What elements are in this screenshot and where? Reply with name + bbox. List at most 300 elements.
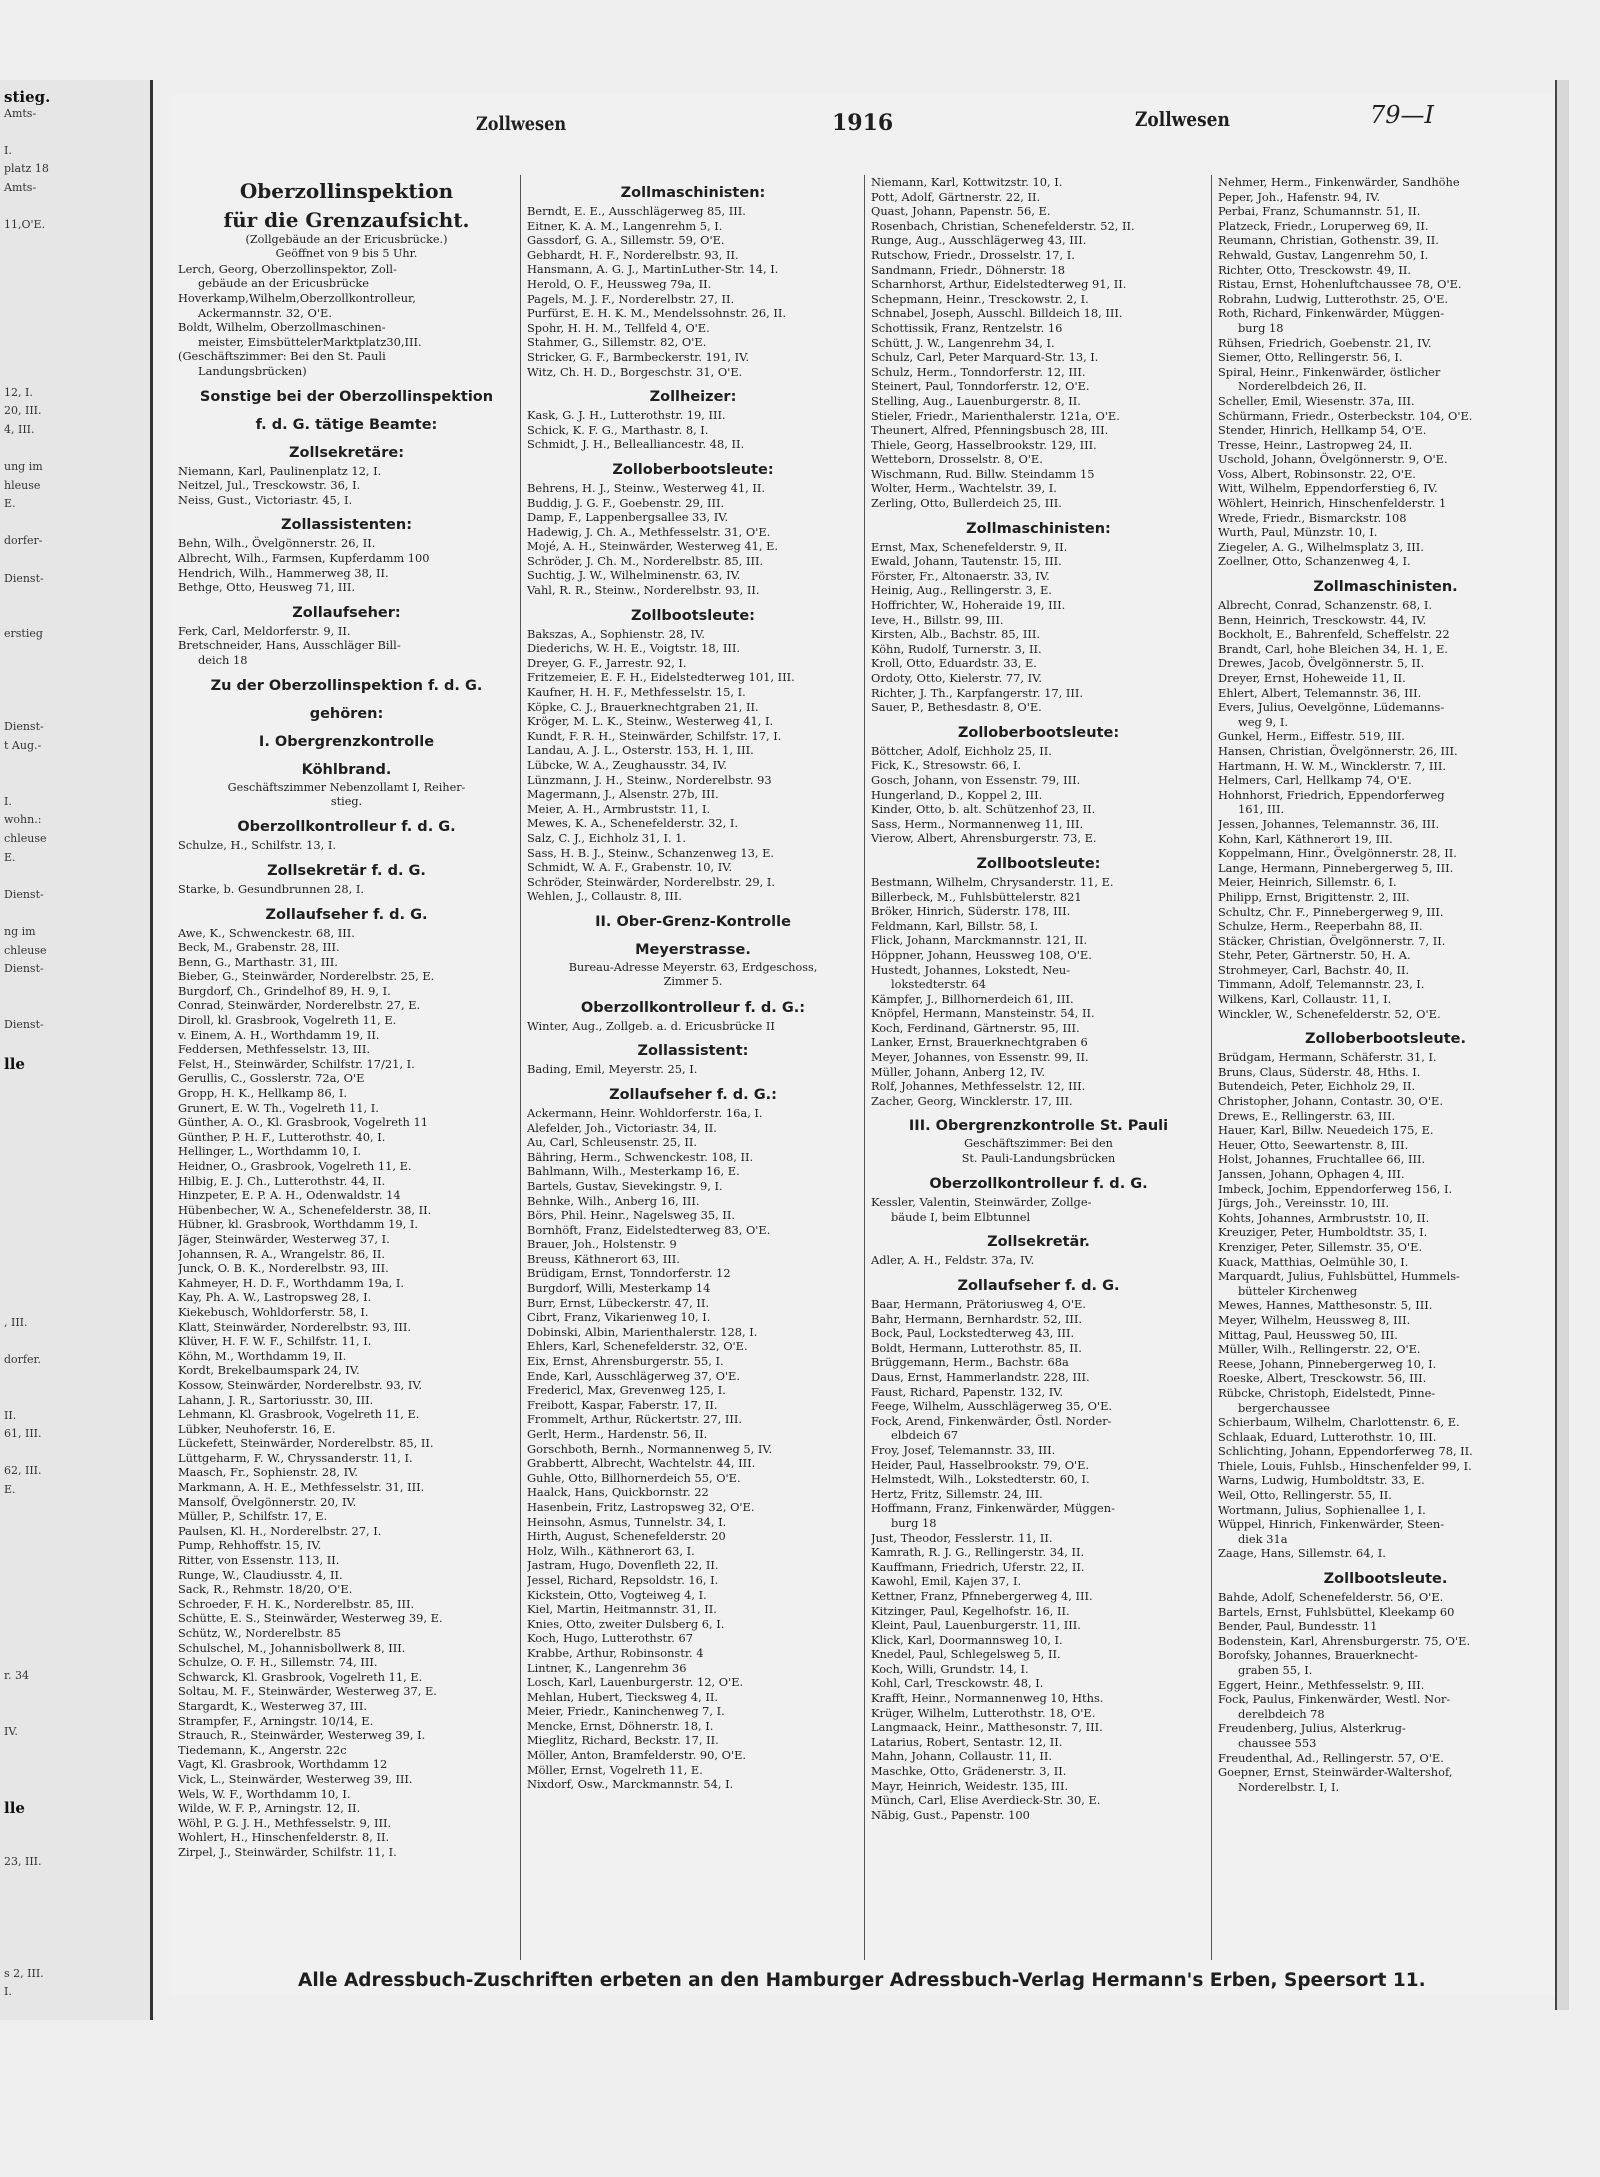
directory-entry: Gebhardt, H. F., Norderelbstr. 93, II. <box>527 247 739 262</box>
directory-entry: Jürgs, Joh., Vereinsstr. 10, III. <box>1218 1196 1389 1211</box>
directory-entry: Sauer, P., Bethesdastr. 8, O'E. <box>871 700 1042 715</box>
directory-entry: Sandmann, Friedr., Döhnerstr. 18 <box>871 262 1066 277</box>
directory-entry: Goepner, Ernst, Steinwärder-Waltershof, <box>1218 1765 1453 1780</box>
directory-entry: Schottissik, Franz, Rentzelstr. 16 <box>871 320 1063 335</box>
entry-continuation: diek 31a <box>1238 1531 1288 1546</box>
section-heading: f. d. G. tätige Beamte: <box>255 416 438 433</box>
left-page-fragment: Amts- <box>4 181 37 194</box>
directory-entry: Warns, Ludwig, Humboldtstr. 33, E. <box>1218 1473 1425 1488</box>
directory-entry: Kask, G. J. H., Lutterothstr. 19, III. <box>527 408 726 423</box>
directory-entry: Bock, Paul, Lockstedterweg 43, III. <box>871 1326 1075 1341</box>
directory-entry: Philipp, Ernst, Brigittenstr. 2, III. <box>1218 889 1410 904</box>
directory-entry: Steinert, Paul, Tonndorferstr. 12, O'E. <box>871 379 1090 394</box>
directory-entry: Hauer, Karl, Billw. Neuedeich 175, E. <box>1218 1123 1434 1138</box>
directory-entry: Schulschel, M., Johannisbollwerk 8, III. <box>178 1640 406 1655</box>
left-page-fragment: ng im <box>4 925 36 938</box>
column-divider <box>864 175 865 1960</box>
directory-entry: Kitzinger, Paul, Kegelhofstr. 16, II. <box>871 1603 1070 1618</box>
left-page-fragment: t Aug.- <box>4 739 42 752</box>
directory-entry: Salz, C. J., Eichholz 31, I. 1. <box>527 830 687 845</box>
directory-entry: Alefelder, Joh., Victoriastr. 34, II. <box>527 1120 717 1135</box>
section-note: stieg. <box>330 794 363 808</box>
directory-entry: Hasenbein, Fritz, Lastropsweg 32, O'E. <box>527 1499 755 1514</box>
directory-entry: Rühsen, Friedrich, Goebenstr. 21, IV. <box>1218 335 1432 350</box>
directory-entry: Freudenberg, Julius, Alsterkrug- <box>1218 1721 1406 1736</box>
directory-entry: Hoverkamp,Wilhelm,Oberzollkontrolleur, <box>178 291 416 305</box>
directory-entry: Damp, F., Lappenbergsallee 33, IV. <box>527 510 729 525</box>
directory-entry: Rehwald, Gustav, Langenrehm 50, I. <box>1218 247 1429 262</box>
left-page-fragment: Dienst- <box>4 1018 44 1031</box>
directory-entry: Kamrath, R. J. G., Rellingerstr. 34, II. <box>871 1545 1085 1560</box>
directory-entry: Dreyer, G. F., Jarrestr. 92, I. <box>527 655 687 670</box>
directory-entry: Bornhöft, Franz, Eidelstedterweg 83, O'E. <box>527 1222 771 1237</box>
directory-entry: Hinzpeter, E. P. A. H., Odenwaldstr. 14 <box>178 1188 401 1203</box>
directory-entry: Hendrich, Wilh., Hammerweg 38, II. <box>178 565 389 580</box>
directory-entry: Ehlert, Albert, Telemannstr. 36, III. <box>1218 685 1422 700</box>
directory-entry: Brauer, Joh., Holstenstr. 9 <box>527 1237 677 1252</box>
directory-entry: Butendeich, Peter, Eichholz 29, II. <box>1218 1079 1416 1094</box>
directory-entry: Witz, Ch. H. D., Borgeschstr. 31, O'E. <box>527 364 743 379</box>
directory-entry: Schierbaum, Wilhelm, Charlottenstr. 6, E. <box>1218 1415 1460 1430</box>
directory-entry: Helmers, Carl, Hellkamp 74, O'E. <box>1218 773 1412 788</box>
section-note: St. Pauli-Landungsbrücken <box>961 1151 1116 1165</box>
entry-continuation: bergerchaussee <box>1238 1400 1330 1415</box>
directory-entry: Weil, Otto, Rellingerstr. 55, II. <box>1218 1488 1392 1503</box>
directory-entry: Evers, Julius, Oevelgönne, Lüdemanns- <box>1218 700 1445 715</box>
directory-entry: Rosenbach, Christian, Schenefelderstr. 52, II. <box>871 218 1135 233</box>
directory-entry: Stelling, Aug., Lauenburgerstr. 8, II. <box>871 393 1081 408</box>
section-heading: Köhlbrand. <box>301 761 392 778</box>
directory-entry: Jessel, Richard, Repsoldstr. 16, I. <box>527 1572 719 1587</box>
directory-entry: Faust, Richard, Papenstr. 132, IV. <box>871 1384 1064 1399</box>
directory-entry: Wurth, Paul, Münzstr. 10, I. <box>1218 525 1378 540</box>
section-heading: Zollmaschinisten: <box>620 185 766 201</box>
directory-entry: Winter, Aug., Zollgeb. a. d. Ericusbrücke II <box>527 1018 775 1033</box>
directory-entry: Nābig, Gust., Papenstr. 100 <box>871 1807 1030 1822</box>
directory-entry: Ordoty, Otto, Kielerstr. 77, IV. <box>871 671 1042 685</box>
directory-entry: Froy, Josef, Telemannstr. 33, III. <box>871 1442 1056 1457</box>
directory-entry: Suchtig, J. W., Wilhelminenstr. 63, IV. <box>527 568 741 583</box>
entry-continuation: gebäude an der Ericusbrücke <box>198 276 370 291</box>
left-page-fragment: 4, III. <box>4 422 35 436</box>
directory-entry: Vierow, Albert, Ahrensburgerstr. 73, E. <box>871 831 1097 846</box>
directory-entry: Awe, K., Schwenckestr. 68, III. <box>178 925 355 940</box>
directory-entry: Quast, Johann, Papenstr. 56, E. <box>871 204 1051 219</box>
directory-entry: Soltau, M. F., Steinwärder, Westerweg 37, E. <box>178 1684 437 1699</box>
directory-entry: Kleint, Paul, Lauenburgerstr. 11, III. <box>871 1618 1081 1633</box>
left-page-edge <box>0 80 153 2020</box>
directory-entry: Holz, Wilh., Käthnerort 63, I. <box>527 1543 695 1558</box>
directory-entry: Gerlt, Herm., Hardenstr. 56, II. <box>527 1427 708 1441</box>
directory-entry: Roeske, Albert, Tresckowstr. 56, III. <box>1218 1371 1427 1386</box>
directory-entry: Börs, Phil. Heinr., Nagelsweg 35, II. <box>527 1208 736 1223</box>
directory-entry: Kickstein, Otto, Vogteiweg 4, I. <box>527 1587 707 1602</box>
entry-continuation: burg 18 <box>891 1515 937 1530</box>
directory-entry: Gorschboth, Bernh., Normannenweg 5, IV. <box>527 1441 773 1456</box>
directory-entry: Niemann, Karl, Kottwitzstr. 10, I. <box>871 175 1063 189</box>
section-heading: Zu der Oberzollinspektion f. d. G. <box>210 677 483 694</box>
entry-continuation: Norderelbdeich 26, II. <box>1238 379 1367 394</box>
left-page-fragment: I. <box>4 794 12 808</box>
section-note: (Zollgebäude an der Ericusbrücke.) <box>245 233 448 246</box>
directory-entry: Thiele, Georg, Hasselbrookstr. 129, III. <box>871 437 1097 452</box>
directory-entry: Müller, Wilh., Rellingerstr. 22, O'E. <box>1218 1342 1421 1357</box>
directory-entry: Gunkel, Herm., Eiffestr. 519, III. <box>1218 729 1405 744</box>
directory-entry: Behn, Wilh., Övelgönnerstr. 26, II. <box>178 536 376 551</box>
header-right-title: Zollwesen <box>1135 107 1230 131</box>
entry-continuation: 161, III. <box>1238 802 1285 817</box>
directory-entry: Dobinski, Albin, Marienthalerstr. 128, I. <box>527 1324 758 1339</box>
directory-entry: Rutschow, Friedr., Drosselstr. 17, I. <box>871 247 1075 262</box>
section-heading: Zolloberbootsleute. <box>1304 1031 1466 1048</box>
directory-entry: Fock, Paulus, Finkenwärder, Westl. Nor- <box>1218 1692 1451 1707</box>
left-page-fragment: lle <box>4 1055 25 1074</box>
directory-entry: Benn, G., Marthastr. 31, III. <box>178 954 338 969</box>
section-heading: gehören: <box>309 705 384 722</box>
directory-entry: Just, Theodor, Fesslerstr. 11, II. <box>871 1530 1053 1545</box>
directory-entry: Hohnhorst, Friedrich, Eppendorferweg <box>1218 787 1445 802</box>
directory-entry: Stieler, Friedr., Marienthalerstr. 121a, O'E. <box>871 408 1120 423</box>
directory-entry: Schwarck, Kl. Grasbrook, Vogelreth 11, E. <box>178 1669 423 1684</box>
directory-entry: Wilde, W. F. P., Arningstr. 12, II. <box>178 1801 361 1816</box>
entry-continuation: Norderelbstr. I, I. <box>1238 1779 1340 1794</box>
directory-entry: Boldt, Wilhelm, Oberzollmaschinen- <box>178 320 386 335</box>
directory-entry: Holst, Johannes, Fruchtallee 66, III. <box>1218 1152 1426 1167</box>
section-heading: Zollheizer: <box>649 389 737 406</box>
directory-entry: Knies, Otto, zweiter Dulsberg 6, I. <box>527 1616 725 1631</box>
section-heading: Zollmaschinisten: <box>966 520 1111 537</box>
directory-entry: Kettner, Franz, Pfnnebergerweg 4, III. <box>871 1588 1093 1603</box>
directory-entry: Bröker, Hinrich, Süderstr. 178, III. <box>871 904 1071 919</box>
left-page-fragment: , III. <box>4 1315 28 1329</box>
directory-entry: Hungerland, D., Koppel 2, III. <box>871 787 1043 802</box>
directory-entry: Bakszas, A., Sophienstr. 28, IV. <box>527 626 705 641</box>
directory-entry: Heinig, Aug., Rellingerstr. 3, E. <box>871 583 1052 598</box>
section-heading: II. Ober-Grenz-Kontrolle <box>595 913 791 930</box>
directory-entry: Herold, O. F., Heussweg 79a, II. <box>527 276 712 291</box>
directory-entry: Meier, Heinrich, Sillemstr. 6, I. <box>1218 875 1397 890</box>
directory-entry: Krabbe, Arthur, Robinsonstr. 4 <box>527 1645 704 1660</box>
left-page-fragment: 61, III. <box>4 1427 42 1441</box>
directory-entry: Markmann, A. H. E., Methfesselstr. 31, III. <box>178 1480 425 1495</box>
entry-continuation: meister, EimsbüttelerMarktplatz30,III. <box>198 334 422 349</box>
directory-entry: Kahmeyer, H. D. F., Worthdamm 19a, I. <box>178 1275 405 1290</box>
directory-entry: Sass, Herm., Normannenweg 11, III. <box>871 816 1084 831</box>
header-left-title: Zollwesen <box>476 113 567 135</box>
directory-entry: Jessen, Johannes, Telemannstr. 36, III. <box>1218 816 1440 831</box>
section-heading: Zollaufseher f. d. G.: <box>609 1086 777 1103</box>
directory-entry: Kröger, M. L. K., Steinw., Westerweg 41, I. <box>527 714 774 729</box>
directory-entry: Ferk, Carl, Meldorferstr. 9, II. <box>178 623 351 638</box>
section-heading: Zollmaschinisten. <box>1313 579 1458 596</box>
directory-entry: Gosch, Johann, von Essenstr. 79, III. <box>871 772 1081 787</box>
section-heading: Oberzollkontrolleur f. d. G. <box>237 819 456 836</box>
left-page-fragment: Dienst- <box>4 962 44 976</box>
directory-entry: Wetteborn, Drosselstr. 8, O'E. <box>871 452 1043 467</box>
directory-entry: Kessler, Valentin, Steinwärder, Zollge- <box>871 1195 1092 1210</box>
directory-entry: Kawohl, Emil, Kajen 37, I. <box>871 1574 1022 1589</box>
header-year: 1916 <box>832 110 894 136</box>
directory-entry: Möller, Anton, Bramfelderstr. 90, O'E. <box>527 1748 747 1763</box>
section-heading: Zollaufseher f. d. G. <box>957 1278 1120 1295</box>
directory-entry: Stender, Hinrich, Hellkamp 54, O'E. <box>1218 423 1427 438</box>
directory-entry: Perbai, Franz, Schumannstr. 51, II. <box>1218 204 1421 219</box>
directory-entry: Fritzemeier, E. F. H., Eidelstedterweg 101, III. <box>527 670 795 685</box>
directory-entry: Schepmann, Heinr., Tresckowstr. 2, I. <box>871 291 1089 306</box>
section-note: Geschäftszimmer: Bei den <box>964 1137 1113 1151</box>
directory-entry: Imbeck, Jochim, Eppendorferweg 156, I. <box>1218 1181 1453 1196</box>
directory-entry: Burgdorf, Ch., Grindelhof 89, H. 9, I. <box>178 983 391 998</box>
left-page-fragment: hleuse <box>4 478 41 492</box>
directory-entry: Marquardt, Julius, Fuhlsbüttel, Hummels- <box>1218 1269 1460 1284</box>
directory-entry: Ehlers, Karl, Schenefelderstr. 32, O'E. <box>527 1339 748 1354</box>
directory-entry: Hansmann, A. G. J., MartinLuther-Str. 14, I. <box>527 262 779 277</box>
directory-entry: Maasch, Fr., Sophienstr. 28, IV. <box>178 1465 358 1480</box>
directory-entry: Ackermann, Heinr. Wohldorferstr. 16a, I. <box>527 1105 763 1120</box>
directory-entry: Hartmann, H. W. M., Wincklerstr. 7, III. <box>1218 758 1446 773</box>
directory-entry: Beck, M., Grabenstr. 28, III. <box>178 940 340 955</box>
directory-entry: Landau, A. J. L., Osterstr. 153, H. 1, III. <box>527 743 754 758</box>
directory-entry: Feddersen, Methfesselstr. 13, III. <box>178 1042 371 1057</box>
column-3 <box>871 175 1206 1960</box>
left-page-fragment: Dienst- <box>4 571 44 585</box>
directory-entry: Pagels, M. J. F., Norderelbstr. 27, II. <box>527 291 735 306</box>
directory-entry: Cibrt, Franz, Vikarienweg 10, I. <box>527 1310 711 1325</box>
directory-entry: Platzeck, Friedr., Loruperweg 69, II. <box>1218 218 1429 233</box>
directory-entry: Böttcher, Adolf, Eichholz 25, II. <box>871 743 1052 758</box>
directory-entry: Strampfer, F., Arningstr. 10/14, E. <box>178 1713 374 1728</box>
section-heading: Zollassistent: <box>637 1043 749 1060</box>
directory-entry: Schulz, Herm., Tonndorferstr. 12, III. <box>871 364 1086 379</box>
directory-entry: Heidner, O., Grasbrook, Vogelreth 11, E. <box>178 1159 412 1173</box>
section-title: für die Grenzaufsicht. <box>223 208 470 232</box>
directory-entry: Guhle, Otto, Billhornerdeich 55, O'E. <box>527 1470 741 1485</box>
directory-entry: Kohn, Karl, Käthnerort 19, III. <box>1218 831 1393 846</box>
directory-entry: Helmstedt, Wilh., Lokstedterstr. 60, I. <box>871 1472 1090 1487</box>
directory-page <box>170 95 1555 1995</box>
directory-entry: Lintner, K., Langenrehm 36 <box>527 1660 687 1675</box>
directory-entry: Billerbeck, M., Fuhlsbüttelerstr. 821 <box>871 889 1082 904</box>
directory-entry: Adler, A. H., Feldstr. 37a, IV. <box>871 1253 1035 1268</box>
directory-entry: Diederichs, W. H. E., Voigtstr. 18, III. <box>527 641 741 656</box>
left-page-fragment: platz 18 <box>4 162 49 176</box>
directory-entry: Langmaack, Heinr., Matthesonstr. 7, III. <box>871 1720 1103 1735</box>
directory-entry: Brandt, Carl, hohe Bleichen 34, H. 1, E. <box>1218 641 1448 656</box>
directory-entry: Lerch, Georg, Oberzollinspektor, Zoll- <box>178 261 397 276</box>
directory-entry: Wels, W. F., Worthdamm 10, I. <box>178 1786 351 1801</box>
directory-entry: Ziegeler, A. G., Wilhelmsplatz 3, III. <box>1218 539 1424 554</box>
entry-continuation: burg 18 <box>1238 320 1284 335</box>
directory-entry: Hertz, Fritz, Sillemstr. 24, III. <box>871 1486 1043 1501</box>
directory-entry: Spohr, H. H. M., Tellfeld 4, O'E. <box>527 320 710 335</box>
directory-entry: Drews, E., Rellingerstr. 63, III. <box>1218 1108 1396 1123</box>
directory-entry: Peper, Joh., Hafenstr. 94, IV. <box>1218 189 1380 204</box>
directory-entry: Ritter, von Essenstr. 113, II. <box>178 1553 340 1568</box>
directory-entry: Grunert, E. W. Th., Vogelreth 11, I. <box>178 1100 379 1115</box>
directory-entry: Stricker, G. F., Barmbeckerstr. 191, IV. <box>527 349 749 364</box>
column-divider <box>520 175 521 1960</box>
entry-continuation: derelbdeich 78 <box>1238 1706 1325 1721</box>
directory-entry: Köhn, Rudolf, Turnerstr. 3, II. <box>871 641 1042 656</box>
directory-entry: Koch, Hugo, Lutterothstr. 67 <box>527 1631 694 1646</box>
directory-entry: Mewes, Hannes, Matthesonstr. 5, III. <box>1218 1298 1433 1313</box>
directory-entry: Möller, Ernst, Vogelreth 11, E. <box>527 1762 703 1777</box>
directory-entry: Bahlmann, Wilh., Mesterkamp 16, E. <box>527 1164 740 1179</box>
directory-entry: Kämpfer, J., Billhornerdeich 61, III. <box>871 991 1074 1006</box>
directory-entry: Conrad, Steinwärder, Norderelbstr. 27, E. <box>178 998 421 1013</box>
directory-entry: Sack, R., Rehmstr. 18/20, O'E. <box>178 1582 353 1597</box>
directory-entry: Niemann, Karl, Paulinenplatz 12, I. <box>178 463 382 478</box>
directory-entry: Meyer, Wilhelm, Heussweg 8, III. <box>1218 1312 1411 1327</box>
directory-entry: Vahl, R. R., Steinw., Norderelbstr. 93, II. <box>527 583 760 598</box>
directory-entry: Burgdorf, Willi, Mesterkamp 14 <box>527 1281 711 1296</box>
directory-entry: Kohl, Carl, Tresckowstr. 48, I. <box>871 1676 1044 1691</box>
directory-entry: Frommelt, Arthur, Rückertstr. 27, III. <box>527 1412 743 1427</box>
directory-entry: Losch, Karl, Lauenburgerstr. 12, O'E. <box>527 1675 744 1690</box>
directory-entry: Bading, Emil, Meyerstr. 25, I. <box>527 1062 698 1077</box>
directory-entry: Fredericl, Max, Grevenweg 125, I. <box>527 1383 726 1398</box>
directory-entry: Kirsten, Alb., Bachstr. 85, III. <box>871 627 1040 642</box>
directory-entry: Borofsky, Johannes, Brauerknecht- <box>1218 1648 1418 1663</box>
directory-entry: Kreuziger, Peter, Humboldtstr. 35, I. <box>1218 1225 1428 1240</box>
directory-entry: Wrede, Friedr., Bismarckstr. 108 <box>1218 510 1407 525</box>
left-page-fragment: Amts- <box>4 106 37 120</box>
directory-entry: Lüttgeharm, F. W., Chryssanderstr. 11, I. <box>178 1450 413 1465</box>
left-page-fragment: wohn.: <box>4 813 42 827</box>
directory-entry: Tiedemann, K., Angerstr. 22c <box>178 1742 347 1757</box>
section-note: Geöffnet von 9 bis 5 Uhr. <box>275 247 418 261</box>
directory-entry: Förster, Fr., Altonaerstr. 33, IV. <box>871 568 1050 583</box>
directory-entry: Theunert, Alfred, Pfenningsbusch 28, III. <box>871 423 1109 438</box>
directory-entry: Gropp, H. K., Hellkamp 86, I. <box>178 1086 347 1101</box>
directory-entry: Schultz, Chr. F., Pinnebergerweg 9, III. <box>1218 904 1444 919</box>
directory-entry: Klatt, Steinwärder, Norderelbstr. 93, III. <box>178 1319 412 1334</box>
directory-entry: Hansen, Christian, Övelgönnerstr. 26, III. <box>1218 743 1458 758</box>
directory-entry: Günther, A. O., Kl. Grasbrook, Vogelreth 11 <box>178 1115 428 1130</box>
left-page-fragment: ung im <box>4 460 43 473</box>
directory-entry: Sass, H. B. J., Steinw., Schanzenweg 13, E. <box>527 845 775 860</box>
section-heading: Meyerstrasse. <box>635 941 751 958</box>
directory-entry: Magermann, J., Alsenstr. 27b, III. <box>527 787 719 802</box>
directory-entry: Heider, Paul, Hasselbrookstr. 79, O'E. <box>871 1457 1090 1472</box>
left-page-fragment: erstieg <box>4 627 43 641</box>
directory-entry: Koppelmann, Hinr., Övelgönnerstr. 28, II. <box>1218 846 1457 861</box>
directory-entry: Roth, Richard, Finkenwärder, Müggen- <box>1218 306 1445 321</box>
directory-entry: Bethge, Otto, Heusweg 71, III. <box>178 580 356 595</box>
directory-entry: Wolter, Herm., Wachtelstr. 39, I. <box>871 481 1057 496</box>
directory-entry: Paulsen, Kl. H., Norderelbstr. 27, I. <box>178 1523 382 1538</box>
directory-entry: Boldt, Hermann, Lutterothstr. 85, II. <box>871 1340 1082 1355</box>
left-page-fragment: 62, III. <box>4 1464 42 1478</box>
directory-entry: Reumann, Christian, Gothenstr. 39, II. <box>1218 233 1439 248</box>
left-page-fragment: 23, III. <box>4 1855 42 1868</box>
directory-entry: Lünzmann, J. H., Steinw., Norderelbstr. 93 <box>527 772 772 787</box>
directory-entry: Schütt, J. W., Langenrehm 34, I. <box>871 335 1055 350</box>
directory-entry: Schütz, W., Norderelbstr. 85 <box>178 1626 342 1640</box>
directory-entry: Feldmann, Karl, Billstr. 58, I. <box>871 918 1039 933</box>
directory-entry: Lehmann, Kl. Grasbrook, Vogelreth 11, E. <box>178 1407 420 1422</box>
directory-entry: Kiekebusch, Wohldorferstr. 58, I. <box>178 1304 369 1319</box>
directory-entry: Hilbig, E. J. Ch., Lutterothstr. 44, II. <box>178 1173 386 1188</box>
section-heading: Oberzollkontrolleur f. d. G. <box>929 1176 1148 1193</box>
directory-entry: Hadewig, J. Ch. A., Methfesselstr. 31, O'E. <box>527 524 771 539</box>
directory-entry: Fick, K., Stresowstr. 66, I. <box>871 758 1022 773</box>
directory-entry: Au, Carl, Schleusenstr. 25, II. <box>527 1135 698 1150</box>
directory-entry: Stargardt, K., Westerweg 37, III. <box>178 1698 368 1713</box>
directory-entry: Uschold, Johann, Övelgönnerstr. 9, O'E. <box>1218 452 1448 467</box>
directory-entry: Diroll, kl. Grasbrook, Vogelreth 11, E. <box>178 1013 397 1028</box>
directory-entry: Pump, Rehhoffstr. 15, IV. <box>178 1538 322 1553</box>
directory-entry: Junck, O. B. K., Norderelbstr. 93, III. <box>178 1261 389 1276</box>
directory-entry: Jäger, Steinwärder, Westerweg 37, I. <box>178 1231 390 1246</box>
directory-entry: Zirpel, J., Steinwärder, Schilfstr. 11, I. <box>178 1844 397 1859</box>
directory-entry: Brüggemann, Herm., Bachstr. 68a <box>871 1355 1069 1370</box>
directory-entry: Zerling, Otto, Bullerdeich 25, III. <box>871 496 1062 511</box>
directory-entry: Spiral, Heinr., Finkenwärder, östlicher <box>1218 364 1441 379</box>
directory-entry: Kay, Ph. A. W., Lastropsweg 28, I. <box>178 1290 372 1305</box>
section-heading: I. Obergrenzkontrolle <box>258 733 435 750</box>
directory-entry: Klüver, H. F. W. F., Schilfstr. 11, I. <box>178 1334 372 1349</box>
directory-entry: Hellinger, L., Worthdamm 10, I. <box>178 1144 362 1159</box>
directory-entry: Strohmeyer, Carl, Bachstr. 40, II. <box>1218 962 1410 977</box>
directory-entry: Krüger, Wilhelm, Lutterothstr. 18, O'E. <box>871 1705 1096 1720</box>
directory-entry: Rübcke, Christoph, Eidelstedt, Pinne- <box>1218 1385 1436 1400</box>
section-heading: III. Obergrenzkontrolle St. Pauli <box>908 1118 1169 1135</box>
directory-entry: Günther, P. H. F., Lutterothstr. 40, I. <box>178 1129 386 1144</box>
directory-entry: Wortmann, Julius, Sophienallee 1, I. <box>1218 1502 1426 1517</box>
column-1 <box>178 175 515 1960</box>
directory-entry: Schulz, Carl, Peter Marquard-Str. 13, I. <box>871 350 1099 365</box>
directory-entry: Bestmann, Wilhelm, Chrysanderstr. 11, E. <box>871 874 1114 889</box>
directory-entry: Wöhl, P. G. J. H., Methfesselstr. 9, III. <box>178 1815 392 1830</box>
directory-entry: Schmidt, J. H., Bellealliancestr. 48, II. <box>527 437 745 452</box>
directory-entry: Münch, Carl, Elise Averdieck-Str. 30, E. <box>871 1793 1101 1808</box>
directory-entry: Ende, Karl, Ausschlägerweg 37, O'E. <box>527 1368 740 1383</box>
directory-entry: Lückefett, Steinwärder, Norderelbstr. 85, II. <box>178 1436 434 1451</box>
directory-entry: Lübker, Neuhoferstr. 16, E. <box>178 1421 336 1436</box>
directory-entry: Schick, K. F. G., Marthastr. 8, I. <box>527 422 709 437</box>
directory-entry: Bähring, Herm., Schwenckestr. 108, II. <box>527 1149 754 1164</box>
directory-entry: Winckler, W., Schenefelderstr. 52, O'E. <box>1218 1006 1441 1021</box>
left-page-fragment: s 2, III. <box>4 1966 44 1980</box>
section-heading: Zollsekretäre: <box>288 444 404 461</box>
directory-entry: Mojé, A. H., Steinwärder, Westerweg 41, E. <box>527 539 779 554</box>
column-divider <box>1211 175 1212 1960</box>
directory-entry: Kaufner, H. H. F., Methfesselstr. 15, I. <box>527 685 746 700</box>
entry-continuation: chaussee 553 <box>1238 1735 1317 1750</box>
entry-continuation: weg 9, I. <box>1238 714 1289 729</box>
directory-entry: Zaage, Hans, Sillemstr. 64, I. <box>1218 1546 1386 1561</box>
directory-entry: Schroeder, F. H. K., Norderelbstr. 85, III. <box>178 1596 415 1611</box>
directory-entry: Richter, J. Th., Karpfangerstr. 17, III. <box>871 685 1083 700</box>
left-page-fragment: dorfer- <box>4 534 43 548</box>
directory-entry: Zacher, Georg, Wincklerstr. 17, III. <box>871 1093 1073 1108</box>
directory-entry: Schmidt, W. A. F., Grabenstr. 10, IV. <box>527 860 733 875</box>
directory-entry: Stehr, Peter, Gärtnerstr. 50, H. A. <box>1218 948 1411 963</box>
section-heading: Zollbootsleute: <box>631 607 755 624</box>
directory-entry: Reese, Johann, Pinnebergerweg 10, I. <box>1218 1356 1437 1371</box>
directory-entry: Kossow, Steinwärder, Norderelbstr. 93, IV. <box>178 1377 423 1392</box>
directory-entry: Vagt, Kl. Grasbrook, Worthdamm 12 <box>178 1757 388 1772</box>
directory-entry: Lübcke, W. A., Zeughausstr. 34, IV. <box>527 758 728 772</box>
entry-continuation: bütteler Kirchenweg <box>1238 1283 1358 1298</box>
directory-entry: Knedel, Paul, Schlegelsweg 5, II. <box>871 1647 1061 1662</box>
directory-entry: Schulze, Herm., Reeperbahn 88, II. <box>1218 919 1423 934</box>
directory-entry: Mieglitz, Richard, Beckstr. 17, II. <box>527 1733 719 1748</box>
section-note: Bureau-Adresse Meyerstr. 63, Erdgeschoss, <box>568 960 818 974</box>
directory-entry: Kundt, F. R. H., Steinwärder, Schilfstr. 17, I. <box>527 728 782 743</box>
directory-entry: Mayr, Heinrich, Weidestr. 135, III. <box>871 1778 1069 1793</box>
